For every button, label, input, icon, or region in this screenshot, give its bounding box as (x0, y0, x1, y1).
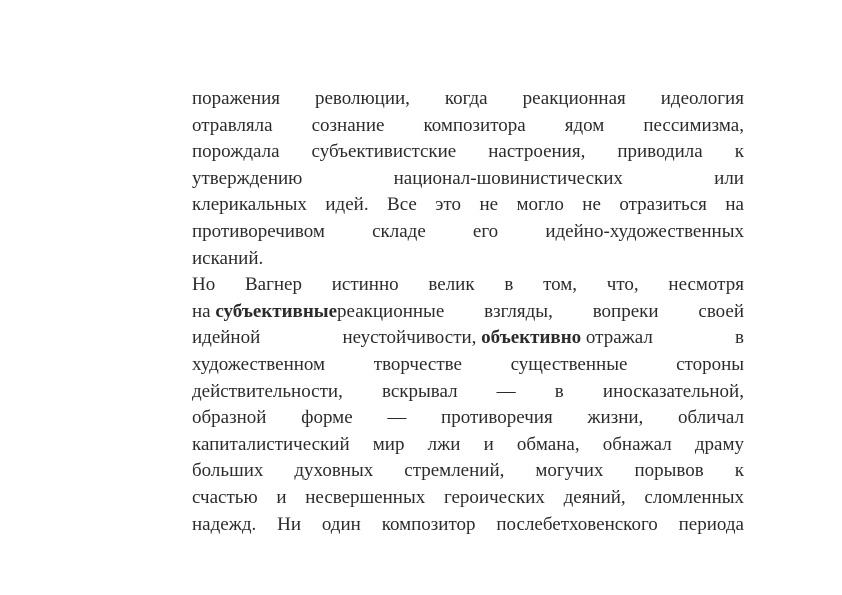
word: когда (444, 88, 488, 109)
word: художественном (192, 353, 326, 375)
word: — (496, 380, 516, 402)
word: сломленных (644, 486, 744, 508)
word: вопреки (592, 300, 659, 322)
text-line (192, 352, 744, 379)
word: не (582, 194, 601, 216)
word: субъективистские (311, 141, 457, 163)
text-line (192, 405, 744, 432)
word: национал-шовинистических (393, 167, 623, 189)
word: приводила (617, 141, 703, 163)
word: реакционные (337, 300, 445, 322)
word: вскрывал (381, 380, 458, 402)
word: реакционная (522, 88, 626, 109)
word: героических (443, 486, 545, 508)
word: его (472, 220, 499, 242)
word: не (479, 194, 499, 216)
word: в (504, 274, 514, 296)
word: стремлений, (404, 460, 505, 482)
word: мир (372, 433, 405, 455)
word: счастью (192, 486, 258, 508)
word: надежд. (192, 513, 257, 535)
word: — (387, 407, 407, 429)
word: существенные (510, 353, 628, 375)
word: капиталистический (192, 433, 350, 455)
word: обличал (678, 407, 744, 429)
word: неустойчивости, (342, 327, 477, 349)
word: могло (516, 194, 564, 216)
emphasis-word: объективно (481, 327, 582, 349)
word: иносказательной, (602, 380, 744, 402)
text-line (192, 299, 744, 326)
text-line (192, 86, 744, 113)
word: деяний, (563, 486, 626, 508)
word: утверждению (192, 167, 303, 189)
word: порывов (634, 460, 704, 482)
word: пессимизма, (643, 114, 744, 136)
word: послебетховенского (496, 513, 658, 535)
word: и (483, 433, 494, 455)
word: форме (301, 407, 353, 429)
text-line (192, 192, 744, 219)
word: обнажал (602, 433, 672, 455)
word: несмотря (668, 274, 744, 296)
word: революции, (314, 88, 410, 109)
word: Но (192, 274, 216, 296)
word: ядом (564, 114, 605, 136)
word: отравляла (192, 114, 273, 136)
word: на (725, 194, 744, 216)
word: взгляды, (484, 300, 553, 322)
word: что, (606, 274, 639, 296)
word: композитора (423, 114, 526, 136)
word: драму (694, 433, 744, 455)
word: Ни (277, 513, 301, 535)
word: могучих (535, 460, 604, 482)
word: отразиться (619, 194, 707, 216)
word: в (735, 327, 744, 349)
word: образной (192, 407, 267, 429)
text-line (192, 139, 744, 166)
word: обмана, (516, 433, 580, 455)
word: порождала (192, 141, 280, 163)
word: стороны (676, 353, 744, 375)
word: идейной (192, 327, 261, 349)
word: творчестве (373, 353, 462, 375)
word: к (734, 141, 744, 163)
word: лжи (427, 433, 461, 455)
word: противоречивом (192, 220, 325, 242)
word: несвершенных (305, 486, 426, 508)
text-line (192, 219, 744, 246)
word-group (342, 325, 652, 352)
word: противоречия (441, 407, 553, 429)
word: один (321, 513, 361, 535)
word: отражал (585, 327, 653, 349)
word: клерикальных (192, 194, 307, 216)
text-line (192, 246, 744, 273)
word: идейно-художественных (545, 220, 744, 242)
word: композитор (381, 513, 476, 535)
text-line (192, 113, 744, 140)
text-line (192, 458, 744, 485)
text-line (192, 272, 744, 299)
word: идеология (660, 88, 744, 109)
word: исканий. (192, 247, 264, 269)
word: истинно (331, 274, 399, 296)
word: жизни, (587, 407, 644, 429)
word: Все (387, 194, 417, 216)
text-line (192, 166, 744, 193)
word: это (435, 194, 461, 216)
word: сознание (311, 114, 385, 136)
word: больших (192, 460, 264, 482)
word: своей (698, 300, 744, 322)
word: действительности, (192, 380, 343, 402)
word: в (554, 380, 564, 402)
word: духовных (294, 460, 374, 482)
word: складе (372, 220, 426, 242)
text-line (192, 325, 744, 352)
word: периода (678, 513, 744, 535)
word: том, (543, 274, 578, 296)
word: настроения, (488, 141, 586, 163)
word: к (734, 460, 744, 482)
text-line (192, 512, 744, 539)
emphasis-word: субъективные (215, 300, 338, 322)
word: на (192, 300, 211, 322)
word: поражения (192, 88, 280, 109)
text-line (192, 379, 744, 406)
word: и (276, 486, 287, 508)
word: или (714, 167, 744, 189)
text-line (192, 432, 744, 459)
word: Вагнер (244, 274, 302, 296)
word: идей. (325, 194, 369, 216)
word: велик (428, 274, 475, 296)
word-group (192, 299, 444, 326)
body-text (192, 86, 744, 538)
text-line (192, 485, 744, 512)
